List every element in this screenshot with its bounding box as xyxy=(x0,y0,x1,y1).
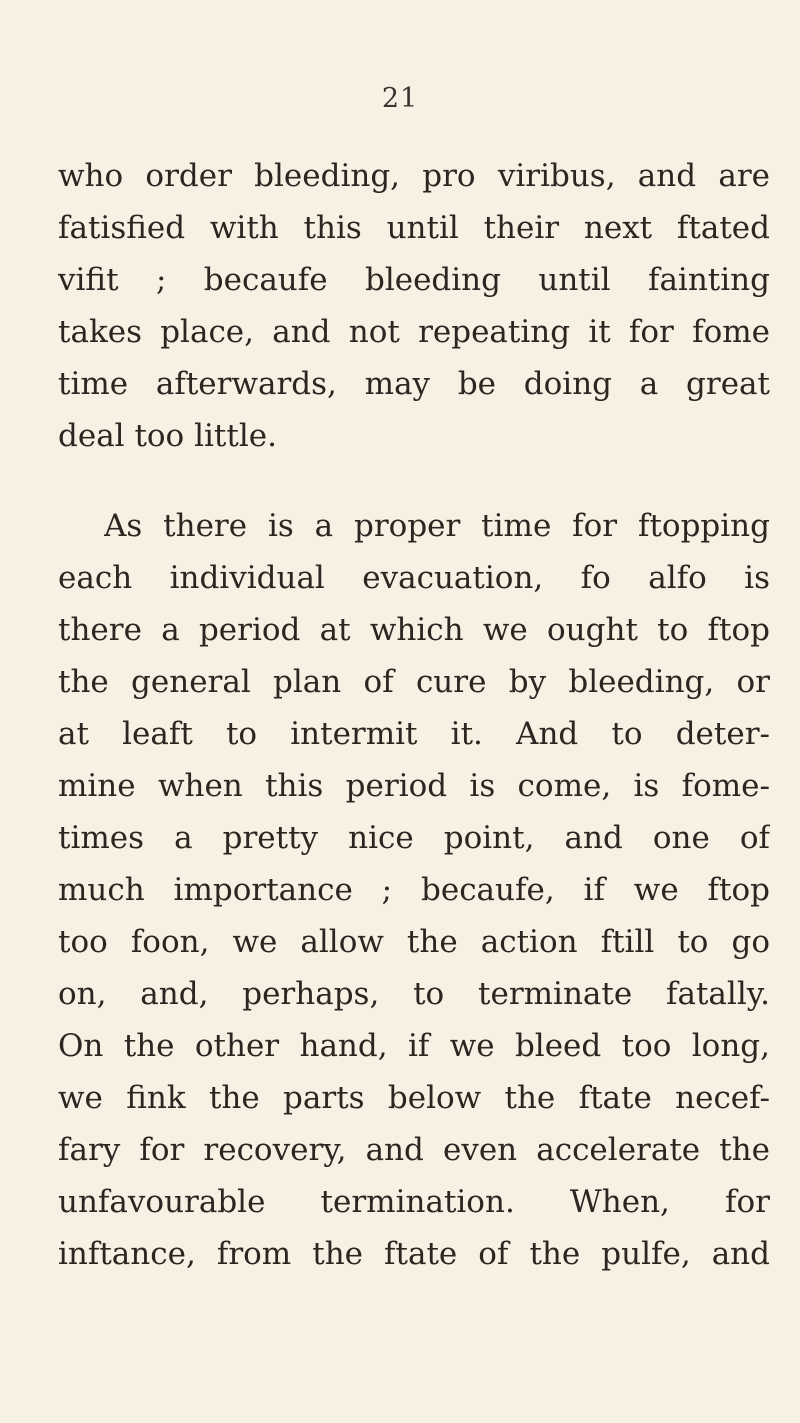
text-line: mine when this period is come, is fome- xyxy=(58,768,770,804)
text-line: at leaft to intermit it. And to deter- xyxy=(58,716,770,752)
text-line: who order bleeding, pro viribus, and are xyxy=(58,158,770,194)
text-line: fatisfied with this until their next ftated xyxy=(58,210,770,246)
text-line: on, and, perhaps, to terminate fatally. xyxy=(58,976,770,1012)
text-line: there a period at which we ought to ftop xyxy=(58,612,770,648)
text-line: much importance ; becaufe, if we ftop xyxy=(58,872,770,908)
page-number: 21 xyxy=(381,83,419,114)
text-line: times a pretty nice point, and one of xyxy=(58,820,770,856)
text-line: As there is a proper time for ftopping xyxy=(104,508,770,544)
text-line: inftance, from the ftate of the pulfe, and xyxy=(58,1236,770,1272)
text-line: we fink the parts below the ftate necef- xyxy=(58,1080,770,1116)
text-line: vifit ; becaufe bleeding until fainting xyxy=(58,262,770,298)
text-line: each individual evacuation, fo alfo is xyxy=(58,560,770,596)
text-line: too foon, we allow the action ftill to go xyxy=(58,924,770,960)
text-line: On the other hand, if we bleed too long, xyxy=(58,1028,770,1064)
text-line: time afterwards, may be doing a great xyxy=(58,366,770,402)
text-line: takes place, and not repeating it for fome xyxy=(58,314,770,350)
text-line: the general plan of cure by bleeding, or xyxy=(58,664,770,700)
text-line: unfavourable termination. When, for xyxy=(58,1184,770,1220)
text-line: fary for recovery, and even accelerate the xyxy=(58,1132,770,1168)
text-line: deal too little. xyxy=(58,418,277,454)
